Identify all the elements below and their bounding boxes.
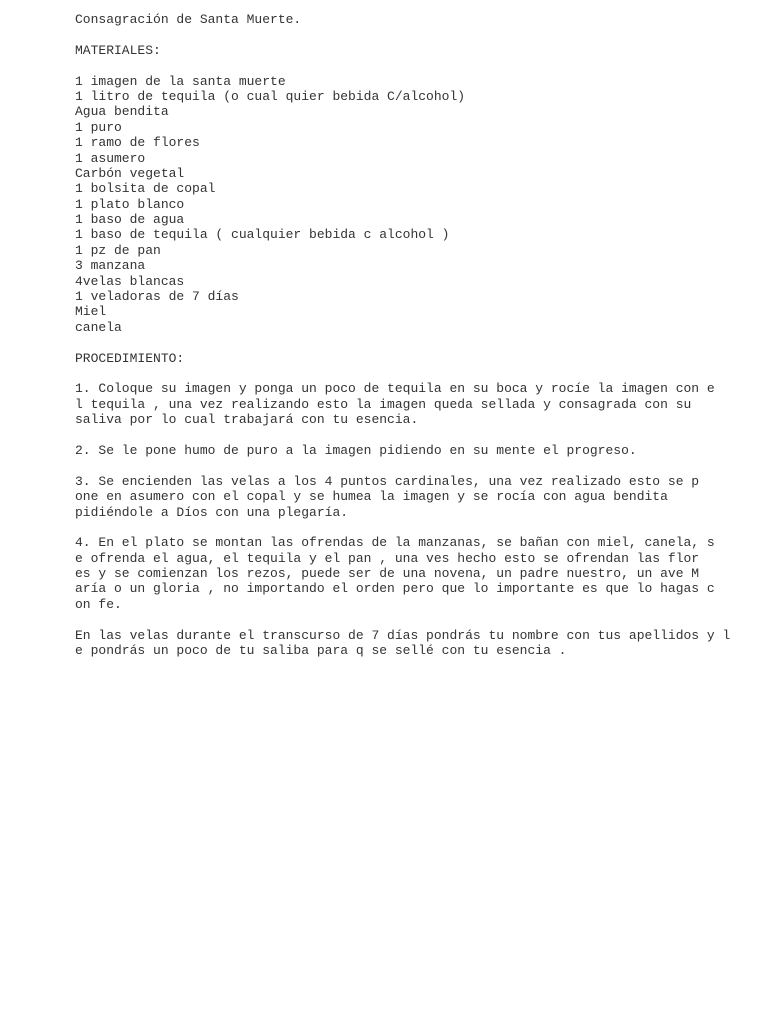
list-item: 1 baso de tequila ( cualquier bebida c alcohol )	[75, 227, 450, 243]
paragraph-line: es y se comienzan los rezos, puede ser de una novena, un padre nuestro, un ave M	[75, 566, 700, 582]
list-item: 1 bolsita de copal	[75, 181, 216, 197]
paragraph-line: 2. Se le pone humo de puro a la imagen pidiendo en su mente el progreso.	[75, 442, 637, 458]
spacer	[75, 612, 755, 627]
procedure-step-3	[75, 474, 755, 520]
spacer	[75, 58, 755, 73]
spacer	[75, 335, 755, 350]
list-item: 1 puro	[75, 119, 122, 135]
closing-paragraph	[75, 628, 755, 659]
paragraph-line: saliva por lo cual trabajará con tu esencia.	[75, 412, 419, 428]
spacer	[75, 520, 755, 535]
list-item: Agua bendita	[75, 104, 169, 120]
paragraph-line: 4. En el plato se montan las ofrendas de la manzanas, se bañan con miel, canela, s	[75, 535, 715, 551]
spacer	[75, 366, 755, 381]
list-item: 4velas blancas	[75, 273, 185, 289]
procedure-step-2	[75, 443, 755, 458]
document-page	[75, 12, 755, 658]
paragraph-line: e ofrenda el agua, el tequila y el pan , una ves hecho esto se ofrendan las flor	[75, 550, 700, 566]
paragraph-line: one en asumero con el copal y se humea la imagen y se rocía con agua bendita	[75, 489, 668, 505]
procedure-heading: PROCEDIMIENTO:	[75, 350, 185, 366]
list-item: canela	[75, 319, 122, 335]
paragraph-line: l tequila , una vez realizando esto la imagen queda sellada y consagrada con su	[75, 396, 692, 412]
paragraph-line: En las velas durante el transcurso de 7 días pondrás tu nombre con tus apellidos y l	[75, 627, 731, 643]
spacer	[75, 27, 755, 42]
paragraph-line: 1. Coloque su imagen y ponga un poco de tequila en su boca y rocíe la imagen con e	[75, 381, 715, 397]
list-item: 1 plato blanco	[75, 196, 185, 212]
spacer	[75, 428, 755, 443]
paragraph-line: on fe.	[75, 596, 122, 612]
list-item: 1 litro de tequila (o cual quier bebida C/alcohol)	[75, 88, 466, 104]
paragraph-line: pidiéndole a Díos con una plegaría.	[75, 504, 349, 520]
list-item: Carbón vegetal	[75, 165, 185, 181]
list-item: 1 baso de agua	[75, 212, 185, 228]
list-item: 1 asumero	[75, 150, 146, 166]
list-item: 1 imagen de la santa muerte	[75, 73, 286, 89]
document-title: Consagración de Santa Muerte.	[75, 12, 302, 27]
materials-list	[75, 74, 755, 336]
list-item: 1 veladoras de 7 días	[75, 289, 239, 305]
paragraph-line: 3. Se encienden las velas a los 4 puntos cardinales, una vez realizado esto se p	[75, 473, 700, 489]
procedure-step-4	[75, 535, 755, 612]
paragraph-line: aría o un gloria , no importando el orden pero que lo importante es que lo hagas c	[75, 581, 715, 597]
list-item: 1 pz de pan	[75, 242, 161, 258]
list-item: Miel	[75, 304, 107, 320]
procedure-step-1	[75, 381, 755, 427]
list-item: 1 ramo de flores	[75, 135, 200, 151]
materials-heading: MATERIALES:	[75, 42, 161, 58]
paragraph-line: e pondrás un poco de tu saliba para q se sellé con tu esencia .	[75, 643, 567, 659]
list-item: 3 manzana	[75, 258, 146, 274]
spacer	[75, 458, 755, 473]
